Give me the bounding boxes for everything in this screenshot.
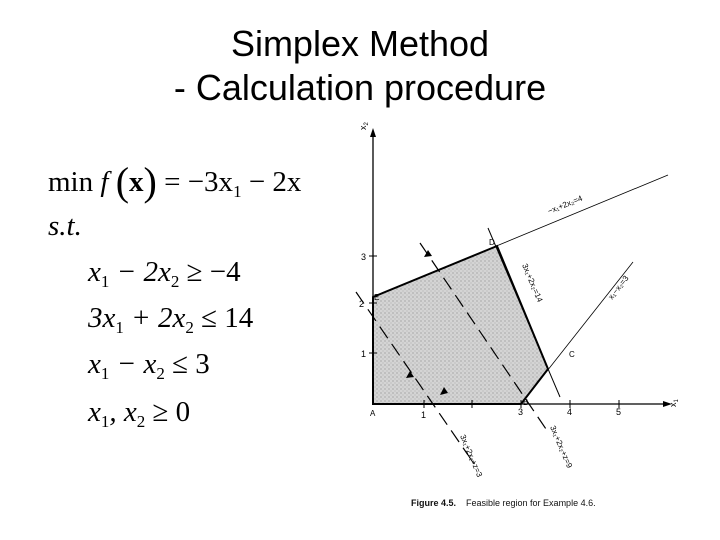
objective-x-vector: x (129, 166, 144, 198)
objective-sub-1: 1 (233, 182, 242, 201)
x2-axis-arrow (370, 128, 376, 137)
objective-min: min (48, 166, 94, 198)
constraint-2: $3x_1 + 2x_2 \le 14$ (88, 302, 254, 337)
label-objective-z9: 3x₁+2x₂+z=9 (548, 424, 575, 470)
constraint-4: $x_1$, $x_2 \ge 0$ (88, 396, 191, 431)
y-tick-1: 1 (361, 349, 367, 359)
vertex-d: D (489, 238, 495, 247)
constraint-1: $x_1 - 2x_2 \ge -4$ (88, 256, 241, 291)
vertex-e: E (374, 293, 380, 302)
y-tick-3: 3 (361, 252, 367, 262)
vertex-c: C (569, 350, 575, 359)
label-neg-x1-2x2-4: −x₁+2x₂=4 (546, 193, 584, 216)
x1-axis-label: $x_1$ (668, 399, 680, 407)
x-tick-3: 3 (518, 407, 524, 417)
subject-to-label: s.t. (48, 210, 82, 242)
label-3x1-2x2-14: 3x₁+2x₂=14 (520, 262, 545, 304)
label-objective-z3: 3x₁+2x₂+z=3 (458, 433, 485, 479)
vertex-b: B (523, 398, 529, 407)
feasible-region (373, 246, 548, 404)
x-tick-4: 4 (567, 407, 573, 417)
objective-rest: − 2x (241, 166, 302, 198)
label-x1-x2-3: x₁−x₂=3 (606, 273, 631, 302)
figure-caption-label: Figure 4.5. (411, 498, 457, 508)
figure-caption-text: Feasible region for Example 4.6. (466, 498, 596, 508)
objective-f: f (100, 166, 109, 198)
figure-caption (411, 498, 596, 508)
title-line-1: Simplex Method (230, 23, 490, 64)
x-tick-1: 1 (421, 410, 427, 420)
vertex-a: A (370, 409, 376, 418)
x2-axis-label: $x_2$ (358, 122, 370, 130)
objective-function: min f $(x) = -3x_1 - 2x$ (48, 159, 302, 204)
title-line-2: - Calculation procedure (173, 67, 547, 108)
objective-rhs: = −3x (164, 166, 234, 198)
y-tick-2: 2 (359, 299, 365, 309)
constraint-3: $x_1 - x_2 \le 3$ (88, 348, 210, 383)
x-tick-5: 5 (616, 407, 622, 417)
